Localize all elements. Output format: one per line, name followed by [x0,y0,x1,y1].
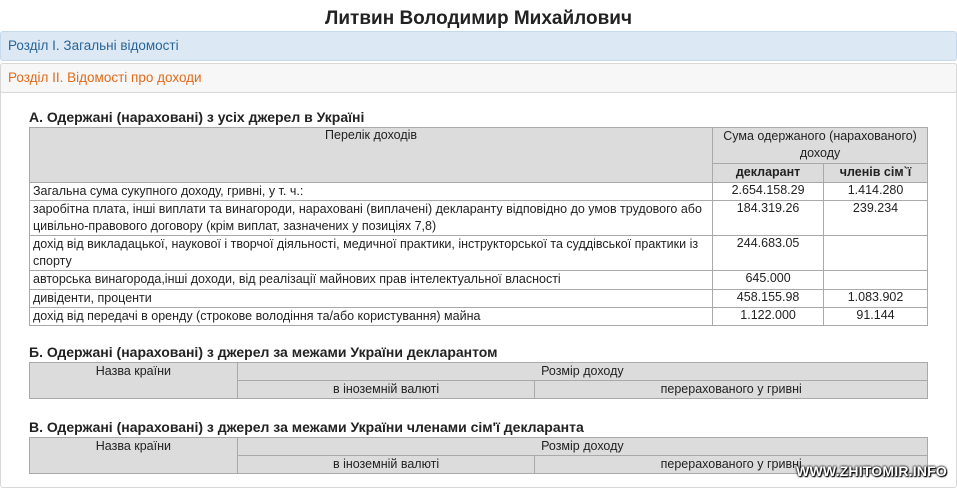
row-label: дивіденти, проценти [30,290,713,308]
row-declarant-value: 244.683.05 [713,236,824,271]
row-family-value [824,271,928,290]
row-declarant-value: 184.319.26 [713,201,824,236]
section-1-header[interactable]: Розділ І. Загальні відомості [0,31,957,61]
header-amount: Розмір доходу [237,438,927,456]
row-declarant-value: 458.155.98 [713,290,824,308]
header-income-sum: Сума одержаного (нарахованого) доходу [713,128,928,164]
header-income-list: Перелік доходів [30,128,713,183]
table-row [30,271,928,290]
header-uah: перерахованого у гривні [535,381,928,399]
row-family-value: 1.083.902 [824,290,928,308]
header-country: Назва країни [30,438,238,474]
row-label: Загальна сума сукупного доходу, гривні, у т. ч.: [30,183,713,201]
row-label: дохід від передачі в оренду (строкове володіння та/або користування) майна [30,308,713,326]
row-family-value: 239.234 [824,201,928,236]
subsection-b-title: Б. Одержані (нараховані) з джерел за межами України декларантом [29,344,498,360]
header-foreign-currency: в іноземній валюті [237,456,535,474]
row-family-value: 91.144 [824,308,928,326]
row-family-value: 1.414.280 [824,183,928,201]
header-family: членів сім`ї [824,164,928,183]
table-header-row [30,128,928,164]
header-country: Назва країни [30,363,238,399]
header-uah: перерахованого у гривні [535,456,928,474]
row-family-value [824,236,928,271]
header-foreign-currency: в іноземній валюті [237,381,535,399]
site-watermark: WWW.ZHITOMIR.INFO [796,463,947,479]
table-header-row [30,438,928,456]
header-amount: Розмір доходу [237,363,927,381]
table-row [30,308,928,326]
row-label: заробітна плата, інші виплати та винагороди, нараховані (виплачені) декларанту відповідно до умов трудового або цивільно-правового договору (крім виплат, зазначених у позиціях 7,8) [30,201,713,236]
income-abroad-declarant-table [29,362,928,399]
row-declarant-value: 645.000 [713,271,824,290]
section-2-header[interactable]: Розділ ІІ. Відомості про доходи [0,63,957,93]
subsection-a-title: А. Одержані (нараховані) з усіх джерел в Україні [29,109,365,125]
table-row [30,183,928,201]
table-header-row [30,363,928,381]
row-declarant-value: 2.654.158.29 [713,183,824,201]
table-row [30,290,928,308]
page-title: Литвин Володимир Михайлович [325,8,632,29]
header-declarant: декларант [713,164,824,183]
row-label: авторська винагорода,інші доходи, від реалізації майнових прав інтелектуальної власності [30,271,713,290]
table-row [30,236,928,271]
row-declarant-value: 1.122.000 [713,308,824,326]
section-2-panel [0,63,957,488]
subsection-c-title: В. Одержані (нараховані) з джерел за межами України членами сім'ї декларанта [29,419,584,435]
row-label: дохід від викладацької, наукової і творчої діяльності, медичної практики, інструкторської та суддівської практики із спорту [30,236,713,271]
income-abroad-family-table [29,437,928,474]
table-row [30,201,928,236]
income-ukraine-table [29,127,928,326]
